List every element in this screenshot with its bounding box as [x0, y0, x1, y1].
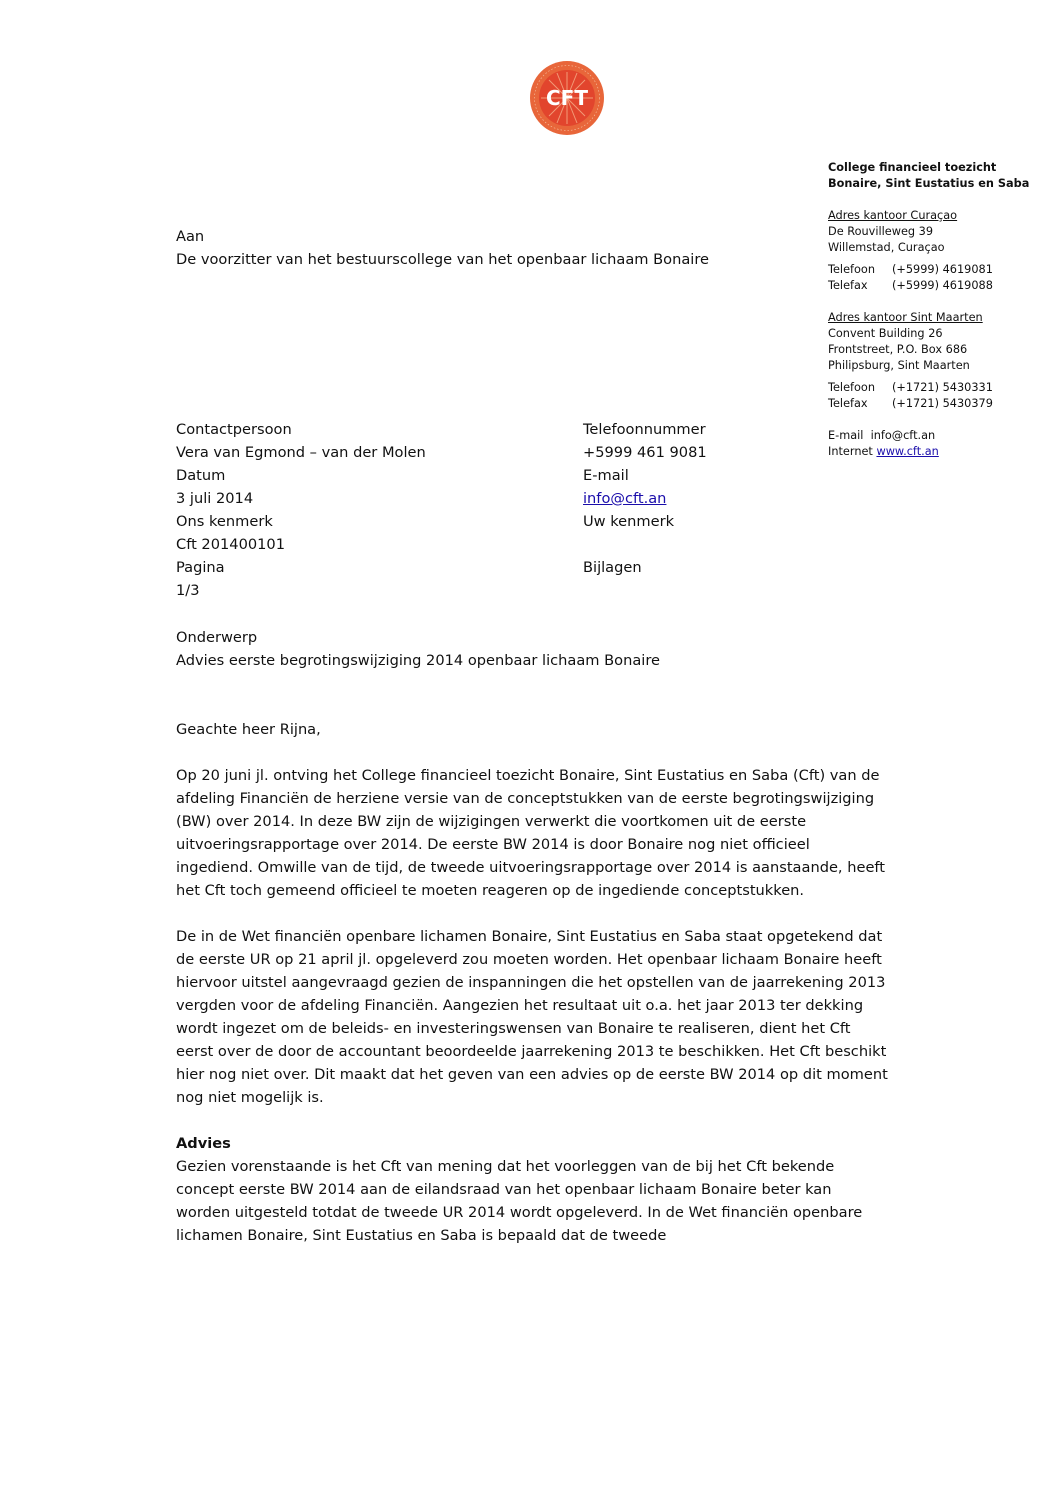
letter-metadata — [176, 418, 736, 602]
our-reference-value: Cft 201400101 — [176, 536, 285, 553]
website-link[interactable]: www.cft.an — [876, 445, 939, 458]
fax-value: (+1721) 5430379 — [892, 397, 993, 410]
curacao-phone-row — [828, 262, 1048, 278]
our-reference-label: Ons kenmerk — [176, 513, 273, 530]
email-label: E-mail — [828, 429, 864, 442]
phone-label: Telefoon — [828, 381, 875, 394]
phone-label: Telefoonnummer — [583, 421, 706, 438]
sint-maarten-address-line: Frontstreet, P.O. Box 686 — [828, 343, 968, 356]
sint-maarten-address-line: Convent Building 26 — [828, 327, 943, 340]
phone-label: Telefoon — [828, 263, 875, 276]
sidebar-internet-row — [828, 444, 1048, 460]
organization-name: College financieel toezicht Bonaire, Sint Eustatius en Saba — [828, 161, 1030, 190]
subject-label: Onderwerp — [176, 629, 258, 646]
sint-maarten-phone-row — [828, 380, 1048, 396]
fax-label: Telefax — [828, 397, 868, 410]
svg-text:CFT: CFT — [546, 86, 588, 110]
curacao-fax-row — [828, 278, 1048, 294]
paragraph: Gezien vorenstaande is het Cft van mening dat het voorleggen van de bij het Cft bekende concept eerste BW 2014 aan de eilandsraad van het openbaar lichaam Bonaire beter kan worden uitgesteld totdat de tweede UR 2014 wordt opgeleverd. In de Wet financiën openbare lichamen Bonaire, Sint Eustatius en Saba is bepaald dat de tweede — [176, 1158, 863, 1244]
attachments-label: Bijlagen — [583, 559, 642, 576]
recipient-name: De voorzitter van het bestuurscollege van het openbaar lichaam Bonaire — [176, 251, 710, 268]
phone-value: (+1721) 5430331 — [892, 381, 993, 394]
salutation: Geachte heer Rijna, — [176, 721, 321, 738]
page-value: 1/3 — [176, 582, 200, 599]
your-reference-value — [583, 533, 736, 556]
your-reference-label: Uw kenmerk — [583, 513, 675, 530]
phone-value: +5999 461 9081 — [583, 444, 707, 461]
sidebar-email-row — [828, 428, 1048, 444]
recipient-label: Aan — [176, 228, 205, 245]
page-label: Pagina — [176, 559, 225, 576]
paragraph: Op 20 juni jl. ontving het College financieel toezicht Bonaire, Sint Eustatius en Saba (Cft) van de afdeling Financiën de herziene versie van de conceptstukken van de eerste begrotingswijziging (BW) over 2014. In deze BW zijn de wijzigingen verwerkt die voortkomen uit de eerste uitvoeringsrapportage over 2014. De eerste BW 2014 is door Bonaire nog niet officieel ingediend. Omwille van de tijd, de tweede uitvoeringsrapportage over 2014 is aanstaande, heeft het Cft toch gemeend officieel te moeten reageren op de ingediende conceptstukken. — [176, 767, 886, 899]
cft-logo-icon — [529, 60, 605, 136]
subject-block — [176, 626, 660, 672]
phone-value: (+5999) 4619081 — [892, 263, 993, 276]
email-link[interactable]: info@cft.an — [583, 490, 667, 507]
fax-value: (+5999) 4619088 — [892, 279, 993, 292]
date-label: Datum — [176, 467, 226, 484]
sender-sidebar — [828, 160, 1048, 460]
attachments-value — [583, 579, 736, 602]
sint-maarten-fax-row — [828, 396, 1048, 412]
sint-maarten-address-line: Philipsburg, Sint Maarten — [828, 359, 970, 372]
sint-maarten-office-title: Adres kantoor Sint Maarten — [828, 311, 983, 324]
paragraph: De in de Wet financiën openbare lichamen Bonaire, Sint Eustatius en Saba staat opgetekend dat de eerste UR op 21 april jl. opgeleverd zou moeten worden. Het openbaar lichaam Bonaire heeft hiervoor uitstel aangevraagd gezien de inspanningen die het opstellen van de jaarrekening 2013 vergden voor de afdeling Financiën. Aangezien het resultaat uit o.a. het jaar 2013 ter dekking wordt ingezet om de beleids- en investeringswensen van Bonaire te realiseren, dient het Cft eerst over de door de accountant beoordeelde jaarrekening 2013 te beschikken. Het Cft beschikt hier nog niet over. Dit maakt dat het geven van een advies op de eerste BW 2014 op dit moment nog niet mogelijk is. — [176, 928, 888, 1106]
advice-heading: Advies — [176, 1135, 231, 1152]
date-value: 3 juli 2014 — [176, 490, 254, 507]
contact-label: Contactpersoon — [176, 421, 292, 438]
recipient-block — [176, 225, 709, 271]
curacao-office-title: Adres kantoor Curaçao — [828, 209, 958, 222]
subject-text: Advies eerste begrotingswijziging 2014 openbaar lichaam Bonaire — [176, 652, 660, 669]
email-value: info@cft.an — [870, 429, 936, 442]
letter-body — [176, 718, 888, 1270]
curacao-address-line: De Rouvilleweg 39 — [828, 225, 934, 238]
email-label: E-mail — [583, 467, 629, 484]
cft-logo — [529, 60, 605, 136]
fax-label: Telefax — [828, 279, 868, 292]
curacao-address-line: Willemstad, Curaçao — [828, 241, 945, 254]
contact-value: Vera van Egmond – van der Molen — [176, 444, 426, 461]
internet-label: Internet — [828, 445, 873, 458]
